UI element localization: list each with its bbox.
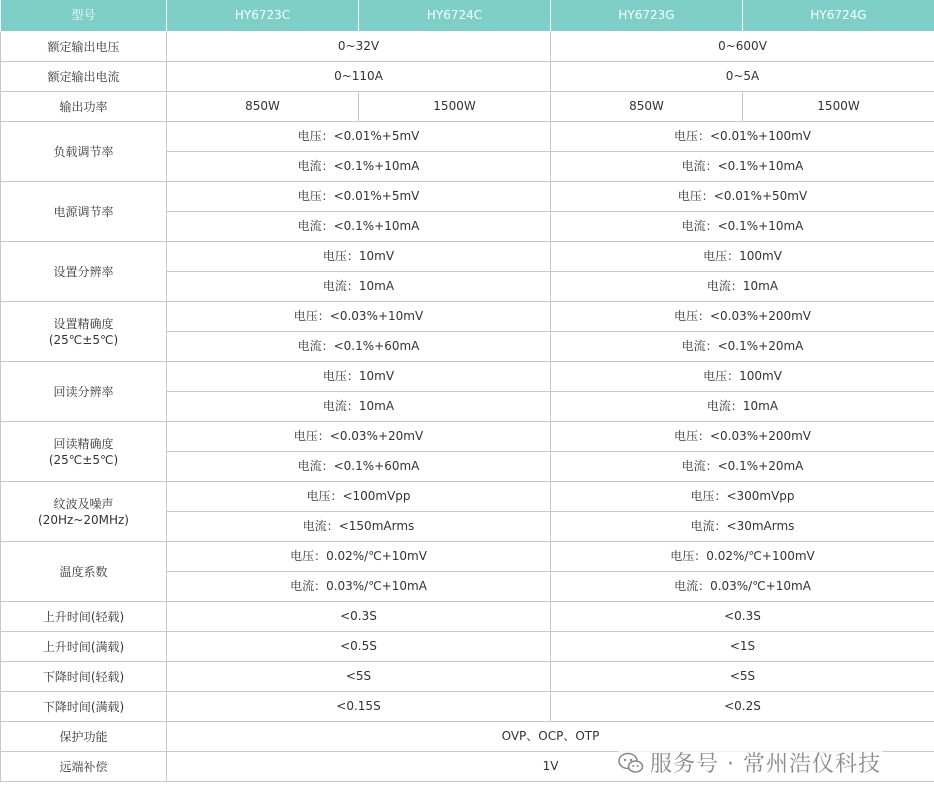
cell-value: 电压：10mV bbox=[167, 242, 551, 272]
watermark bbox=[618, 747, 883, 778]
table-row bbox=[1, 662, 934, 692]
header-model-hy6724g: HY6724G bbox=[743, 0, 934, 32]
row-label: 电源调节率 bbox=[1, 182, 167, 242]
row-label-condition: (20Hz~20MHz) bbox=[38, 512, 129, 527]
wechat-icon bbox=[618, 752, 644, 774]
cell-value: 电压：<0.01%+50mV bbox=[551, 182, 934, 212]
row-label bbox=[1, 302, 167, 362]
cell-value: 电流：<0.1%+10mA bbox=[551, 212, 934, 242]
cell-value: 850W bbox=[551, 92, 743, 122]
header-model-label: 型号 bbox=[1, 0, 167, 32]
cell-value: 电压：<0.03%+200mV bbox=[551, 302, 934, 332]
table-row bbox=[1, 422, 934, 452]
cell-value: 电流：10mA bbox=[551, 272, 934, 302]
cell-value: 电压：100mV bbox=[551, 362, 934, 392]
row-label-condition: (25℃±5℃) bbox=[48, 332, 119, 347]
cell-value: 电流：<0.1%+60mA bbox=[167, 452, 551, 482]
header-model-hy6723c: HY6723C bbox=[167, 0, 359, 32]
cell-value: 电压：<0.03%+200mV bbox=[551, 422, 934, 452]
row-label-line: 纹波及噪声 bbox=[53, 496, 114, 511]
cell-value: 电压：<0.01%+100mV bbox=[551, 122, 934, 152]
cell-value: 0~110A bbox=[167, 62, 551, 92]
row-label bbox=[1, 422, 167, 482]
row-label: 回读分辨率 bbox=[1, 362, 167, 422]
row-label: 温度系数 bbox=[1, 542, 167, 602]
cell-value: <5S bbox=[551, 662, 934, 692]
header-model-hy6724c: HY6724C bbox=[359, 0, 551, 32]
table-row bbox=[1, 362, 934, 392]
cell-value: <5S bbox=[167, 662, 551, 692]
cell-value: 电压：<0.01%+5mV bbox=[167, 182, 551, 212]
cell-value: 电流：10mA bbox=[167, 272, 551, 302]
cell-value: 电压：<0.03%+10mV bbox=[167, 302, 551, 332]
table-row bbox=[1, 92, 934, 122]
table-row bbox=[1, 632, 934, 662]
table-row bbox=[1, 302, 934, 332]
cell-value: <0.2S bbox=[551, 692, 934, 722]
cell-value: 1V bbox=[167, 752, 934, 782]
row-label-line: 回读精确度 bbox=[53, 436, 114, 451]
header-row bbox=[1, 0, 934, 32]
cell-value: 0~600V bbox=[551, 32, 934, 62]
row-label: 上升时间(满载) bbox=[1, 632, 167, 662]
cell-value: 850W bbox=[167, 92, 359, 122]
cell-value: 电压：0.02%/℃+100mV bbox=[551, 542, 934, 572]
cell-value: <1S bbox=[551, 632, 934, 662]
table-row bbox=[1, 182, 934, 212]
table-row bbox=[1, 32, 934, 62]
cell-value: 电流：<30mArms bbox=[551, 512, 934, 542]
cell-value: OVP、OCP、OTP bbox=[167, 722, 934, 752]
cell-value: 电压：<0.01%+5mV bbox=[167, 122, 551, 152]
row-label: 输出功率 bbox=[1, 92, 167, 122]
cell-value: 电压：<300mVpp bbox=[551, 482, 934, 512]
cell-value: 电流：10mA bbox=[551, 392, 934, 422]
cell-value: 电压：10mV bbox=[167, 362, 551, 392]
cell-value: 电压：<0.03%+20mV bbox=[167, 422, 551, 452]
cell-value: 电流：0.03%/℃+10mA bbox=[167, 572, 551, 602]
row-label-condition: (25℃±5℃) bbox=[48, 452, 119, 467]
cell-value: 电压：0.02%/℃+10mV bbox=[167, 542, 551, 572]
cell-value: 0~5A bbox=[551, 62, 934, 92]
cell-value: 电流：<0.1%+10mA bbox=[167, 152, 551, 182]
cell-value: 电流：<0.1%+20mA bbox=[551, 332, 934, 362]
cell-value: 电流：<0.1%+10mA bbox=[167, 212, 551, 242]
cell-value: 电流：<150mArms bbox=[167, 512, 551, 542]
watermark-text: 服务号 · 常州浩仪科技 bbox=[650, 752, 881, 777]
row-label-line: 设置精确度 bbox=[53, 316, 114, 331]
cell-value: 1500W bbox=[743, 92, 934, 122]
row-label: 保护功能 bbox=[1, 722, 167, 752]
row-label bbox=[1, 482, 167, 542]
cell-value: <0.5S bbox=[167, 632, 551, 662]
row-label: 远端补偿 bbox=[1, 752, 167, 782]
cell-value: <0.3S bbox=[167, 602, 551, 632]
table-row bbox=[1, 692, 934, 722]
cell-value: <0.3S bbox=[551, 602, 934, 632]
cell-value: 电压：100mV bbox=[551, 242, 934, 272]
row-label: 负载调节率 bbox=[1, 122, 167, 182]
table-row bbox=[1, 122, 934, 152]
cell-value: 电流：<0.1%+10mA bbox=[551, 152, 934, 182]
cell-value: 电流：0.03%/℃+10mA bbox=[551, 572, 934, 602]
row-label: 额定输出电压 bbox=[1, 32, 167, 62]
table-row bbox=[1, 602, 934, 632]
row-label: 额定输出电流 bbox=[1, 62, 167, 92]
cell-value: 电流：10mA bbox=[167, 392, 551, 422]
header-model-hy6723g: HY6723G bbox=[551, 0, 743, 32]
row-label: 上升时间(轻载) bbox=[1, 602, 167, 632]
table-row bbox=[1, 482, 934, 512]
cell-value: 电流：<0.1%+20mA bbox=[551, 452, 934, 482]
table-row bbox=[1, 242, 934, 272]
cell-value: 电压：<100mVpp bbox=[167, 482, 551, 512]
cell-value: <0.15S bbox=[167, 692, 551, 722]
row-label: 下降时间(轻载) bbox=[1, 662, 167, 692]
row-label: 下降时间(满载) bbox=[1, 692, 167, 722]
cell-value: 1500W bbox=[359, 92, 551, 122]
table-row bbox=[1, 542, 934, 572]
table-row bbox=[1, 62, 934, 92]
cell-value: 0~32V bbox=[167, 32, 551, 62]
cell-value: 电流：<0.1%+60mA bbox=[167, 332, 551, 362]
row-label: 设置分辨率 bbox=[1, 242, 167, 302]
